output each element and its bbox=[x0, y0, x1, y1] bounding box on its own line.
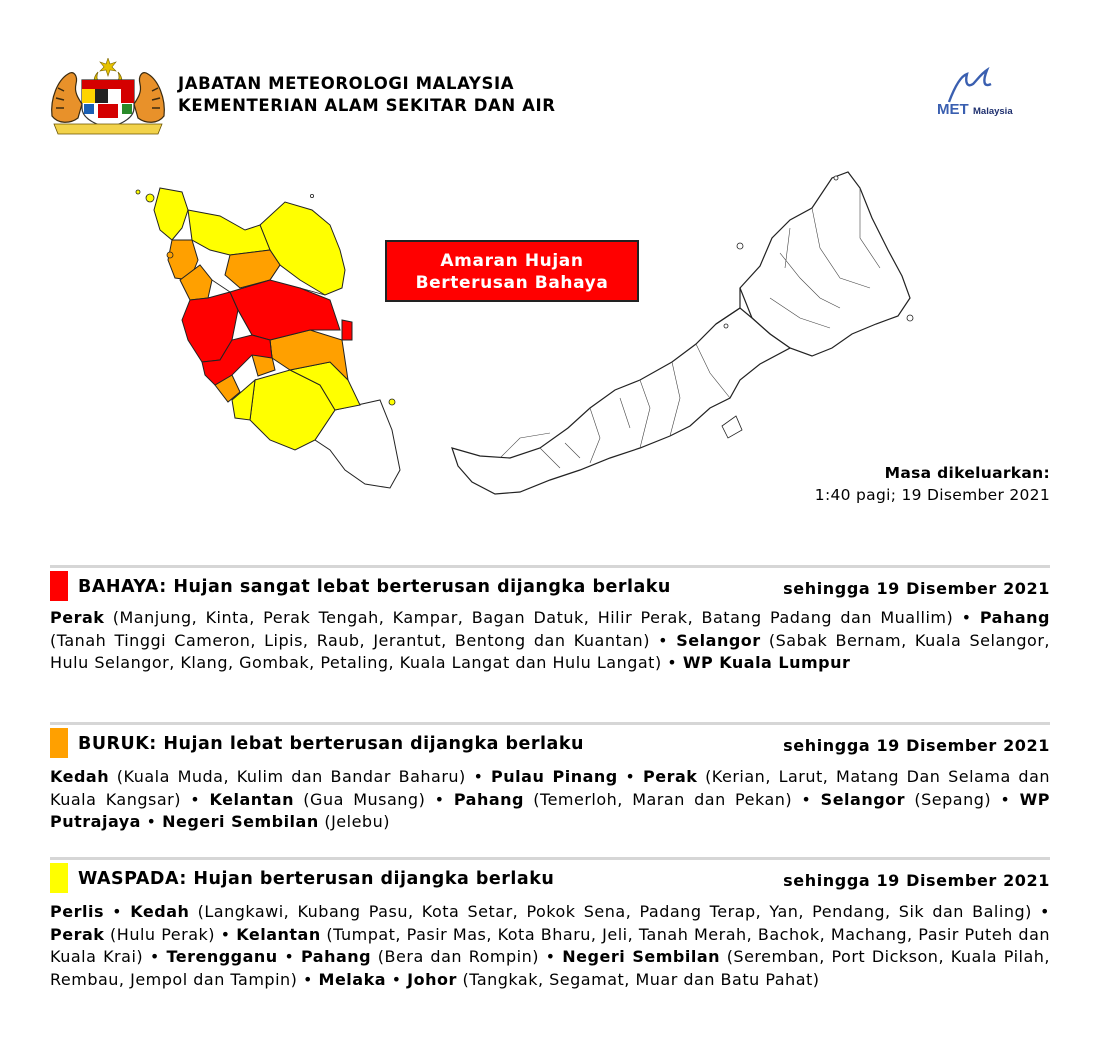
district-list: (Sabak Bernam, Kuala Selangor, Hulu Selangor, Klang, Gombak, Petaling, Kuala Langat dan Hulu Langat) bbox=[50, 630, 1051, 672]
waspada-areas: Perlis • Kedah (Langkawi, Kubang Pasu, Kota Setar, Pokok Sena, Padang Terap, Yan, Pendang, Sik dan Baling) • Perak (Hulu Perak) • Kelantan (Tumpat, Pasir Mas, Kota Bharu, Jeli, Tanah Merah, Bachok, Machang, Pasir Puteh dan Kuala Krai) • Terengganu • Pahang (Bera dan Rompin) • Negeri Sembilan (Seremban, Port Dickson, Kuala Pilah, Rembau, Jempol dan Tampin) • Melaka • Johor (Tangkak, Segamat, Muar dan Batu Pahat) bbox=[50, 902, 1051, 989]
state-name: Negeri Sembilan bbox=[562, 947, 721, 966]
issued-value: 1:40 pagi; 19 Disember 2021 bbox=[814, 486, 1050, 504]
district-list: (Tanah Tinggi Cameron, Lipis, Raub, Jerantut, Bentong dan Kuantan) bbox=[50, 630, 650, 650]
state-name: Pahang bbox=[301, 947, 372, 966]
district-list: (Jelebu) bbox=[318, 812, 390, 831]
svg-text:MET: MET bbox=[937, 101, 969, 118]
issued-time bbox=[815, 462, 1050, 506]
warning-title-line2: Berterusan Bahaya bbox=[415, 273, 609, 293]
buruk-heading: BURUK: Hujan lebat berterusan dijangka berlaku bbox=[78, 734, 584, 754]
sabah-sarawak-map bbox=[440, 158, 920, 510]
district-list: (Sepang) bbox=[905, 789, 992, 809]
district-list: (Kuala Muda, Kulim dan Bandar Baharu) bbox=[109, 767, 466, 786]
state-name: Selangor bbox=[820, 789, 906, 809]
peninsular-malaysia-map bbox=[120, 170, 420, 500]
state-name: WP Kuala Lumpur bbox=[682, 653, 851, 672]
section-divider bbox=[50, 722, 1050, 725]
bahaya-color-swatch bbox=[50, 571, 68, 601]
perlis-kedah-region bbox=[154, 188, 188, 240]
district-list: (Gua Musang) bbox=[294, 789, 426, 809]
district-list: (Tumpat, Pasir Mas, Kota Bharu, Jeli, Tanah Merah, Bachok, Machang, Pasir Puteh dan Kuala Krai) bbox=[50, 924, 1051, 966]
sabah-outline bbox=[740, 172, 910, 356]
district-list: (Tangkak, Segamat, Muar dan Batu Pahat) bbox=[456, 969, 820, 989]
state-name: Negeri Sembilan bbox=[162, 812, 319, 831]
state-name: Kelantan bbox=[236, 924, 321, 944]
kuantan-red-region bbox=[342, 320, 352, 340]
state-name: Perak bbox=[50, 608, 105, 627]
buruk-color-swatch bbox=[50, 728, 68, 758]
state-name: Kedah bbox=[130, 902, 190, 921]
ministry-name: KEMENTERIAN ALAM SEKITAR DAN AIR bbox=[178, 96, 556, 115]
state-name: Melaka bbox=[318, 969, 387, 989]
buruk-areas: Kedah (Kuala Muda, Kulim dan Bandar Baharu) • Pulau Pinang • Perak (Kerian, Larut, Matang Dan Selama dan Kuala Kangsar) • Kelantan (Gua Musang) • Pahang (Temerloh, Maran dan Pekan) • Selangor (Sepang) • WP Putrajaya • Negeri Sembilan (Jelebu) bbox=[50, 767, 1051, 831]
state-name: Perak bbox=[50, 924, 105, 944]
hulu-perak-region bbox=[188, 210, 270, 255]
buruk-until-date: sehingga 19 Disember 2021 bbox=[783, 736, 1050, 755]
waspada-until-date: sehingga 19 Disember 2021 bbox=[783, 871, 1050, 890]
organization-name: JABATAN METEOROLOGI MALAYSIA bbox=[178, 74, 515, 93]
state-name: Pahang bbox=[453, 789, 524, 809]
state-name: Kedah bbox=[50, 767, 110, 786]
state-name: Kelantan bbox=[209, 789, 294, 809]
state-name: Johor bbox=[407, 969, 457, 989]
state-name: Pulau Pinang bbox=[491, 767, 618, 786]
issued-label: Masa dikeluarkan: bbox=[884, 464, 1050, 482]
brunei-outline bbox=[722, 416, 742, 438]
warning-title-line1: Amaran Hujan bbox=[440, 251, 584, 271]
bahaya-areas: Perak (Manjung, Kinta, Perak Tengah, Kampar, Bagan Datuk, Hilir Perak, Batang Padang dan Muallim) • Pahang (Tanah Tinggi Cameron, Lipis, Raub, Jerantut, Bentong dan Kuantan) • Selangor (Sabak Bernam, Kuala Selangor, Hulu Selangor, Klang, Gombak, Petaling, Kuala Langat dan Hulu Langat) • WP Kuala Lumpur bbox=[50, 608, 1051, 672]
district-list: (Seremban, Port Dickson, Kuala Pilah, Rembau, Jempol dan Tampin) bbox=[50, 947, 1051, 989]
svg-text:Malaysia: Malaysia bbox=[973, 106, 1013, 117]
waspada-heading: WASPADA: Hujan berterusan dijangka berlaku bbox=[78, 869, 555, 889]
district-list: (Manjung, Kinta, Perak Tengah, Kampar, Bagan Datuk, Hilir Perak, Batang Padang dan Muallim) bbox=[104, 608, 954, 627]
waspada-color-swatch bbox=[50, 863, 68, 893]
district-list: (Hulu Perak) bbox=[104, 924, 216, 944]
district-list: (Bera dan Rompin) bbox=[371, 947, 539, 966]
section-divider bbox=[50, 857, 1050, 860]
state-name: Pahang bbox=[979, 608, 1050, 627]
state-name: WP Putrajaya bbox=[50, 789, 1051, 831]
district-list: (Langkawi, Kubang Pasu, Kota Setar, Pokok Sena, Padang Terap, Yan, Pendang, Sik dan Baling) bbox=[189, 902, 1032, 921]
section-divider bbox=[50, 565, 1050, 568]
district-list: (Kerian, Larut, Matang Dan Selama dan Kuala Kangsar) bbox=[50, 767, 1051, 809]
district-list: (Temerloh, Maran dan Pekan) bbox=[523, 789, 793, 809]
bahaya-until-date: sehingga 19 Disember 2021 bbox=[783, 579, 1050, 598]
met-malaysia-logo-icon bbox=[935, 66, 1055, 120]
bahaya-heading: BAHAYA: Hujan sangat lebat berterusan dijangka berlaku bbox=[78, 577, 671, 597]
coat-of-arms-icon bbox=[48, 58, 168, 136]
state-name: Perak bbox=[643, 767, 698, 786]
state-name: Perlis bbox=[50, 902, 104, 921]
state-name: Terengganu bbox=[166, 947, 278, 966]
state-name: Selangor bbox=[676, 630, 761, 650]
